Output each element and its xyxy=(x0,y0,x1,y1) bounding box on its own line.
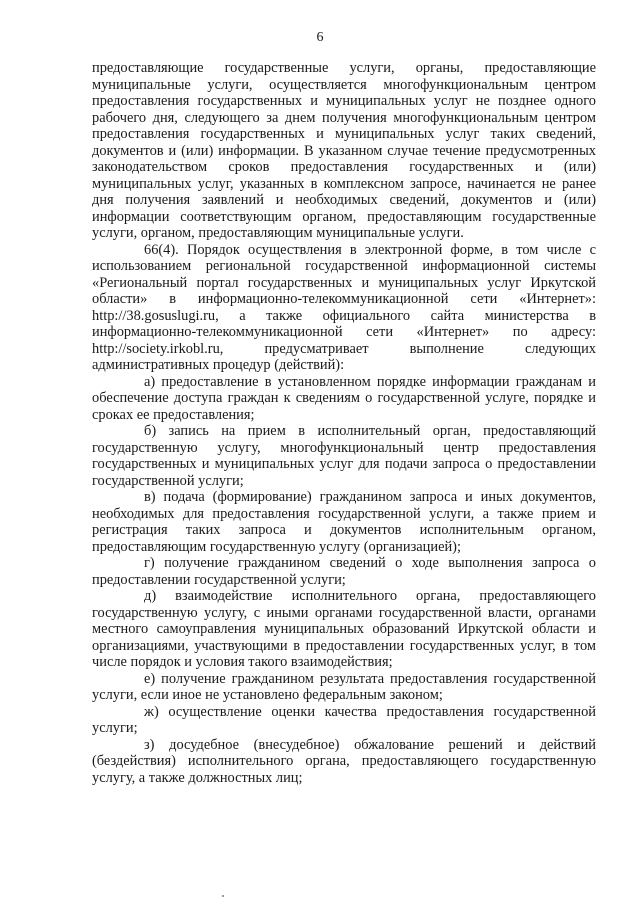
list-item-zh: ж) осуществление оценки качества предоставления государственной услуги; xyxy=(92,703,596,736)
scan-artifact-dot xyxy=(222,895,224,897)
list-item-z: з) досудебное (внесудебное) обжалование решений и действий (бездействия) исполнительного органа, предоставляющего государственную услугу, а также должностных лиц; xyxy=(92,736,596,786)
list-item-e: е) получение гражданином результата предоставления государственной услуги, если иное не установлено федеральным законом; xyxy=(92,670,596,703)
paragraph-continuation: предоставляющие государственные услуги, органы, предоставляющие муниципальные услуги, осуществляется многофункциональным центром предоставления государственных и муниципальных услуг не позднее одного рабочего дня, следующего за днем получения многофункциональным центром предоставления государственных и муниципальных услуг таких сведений, документов и (или) информации. В указанном случае течение предусмотренных законодательством сроков предоставления государственных и (или) муниципальных услуг, указанных в комплексном запросе, начинается не ранее дня получения заявлений и необходимых сведений, документов и (или) информации соответствующим органом, предоставляющим государственные услуги, органом, предоставляющим муниципальные услуги. xyxy=(92,60,596,241)
list-item-v: в) подача (формирование) гражданином запроса и иных документов, необходимых для предоставления государственной услуги, а также прием и регистрация таких запроса и документов исполнительным органом, предоставляющим государственную услугу (организацией); xyxy=(92,489,596,555)
page-number: 6 xyxy=(316,30,324,45)
list-item-b: б) запись на прием в исполнительный орган, предоставляющий государственную услугу, многофункциональный центр предоставления государственных и муниципальных услуг для подачи запроса о предоставлении государственной услуги; xyxy=(92,423,596,489)
list-item-d: д) взаимодействие исполнительного органа, предоставляющего государственную услугу, с иными органами государственной власти, органами местного самоуправления муниципальных образований Иркутской области и организациями, участвующими в предоставлении государственных услуг, в том числе порядок и условия такого взаимодействия; xyxy=(92,588,596,670)
list-item-a: а) предоставление в установленном порядке информации гражданам и обеспечение доступа граждан к сведениям о государственной услуге, порядке и сроках ее предоставления; xyxy=(92,373,596,423)
paragraph-66-4: 66(4). Порядок осуществления в электронной форме, в том числе с использованием региональной государственной информационной системы «Региональный портал государственных и муниципальных услуг Иркутской области» в информационно-телекоммуникационной сети «Интернет»: http://38.gosuslugi.ru, а также официального сайта министерства в информационно-телекоммуникационной сети «Интернет» по адресу: http://society.irkobl.ru, предусматривает выполнение следующих административных процедур (действий): xyxy=(92,241,596,373)
document-body xyxy=(92,60,596,786)
list-item-g: г) получение гражданином сведений о ходе выполнения запроса о предоставлении государственной услуги; xyxy=(92,555,596,588)
